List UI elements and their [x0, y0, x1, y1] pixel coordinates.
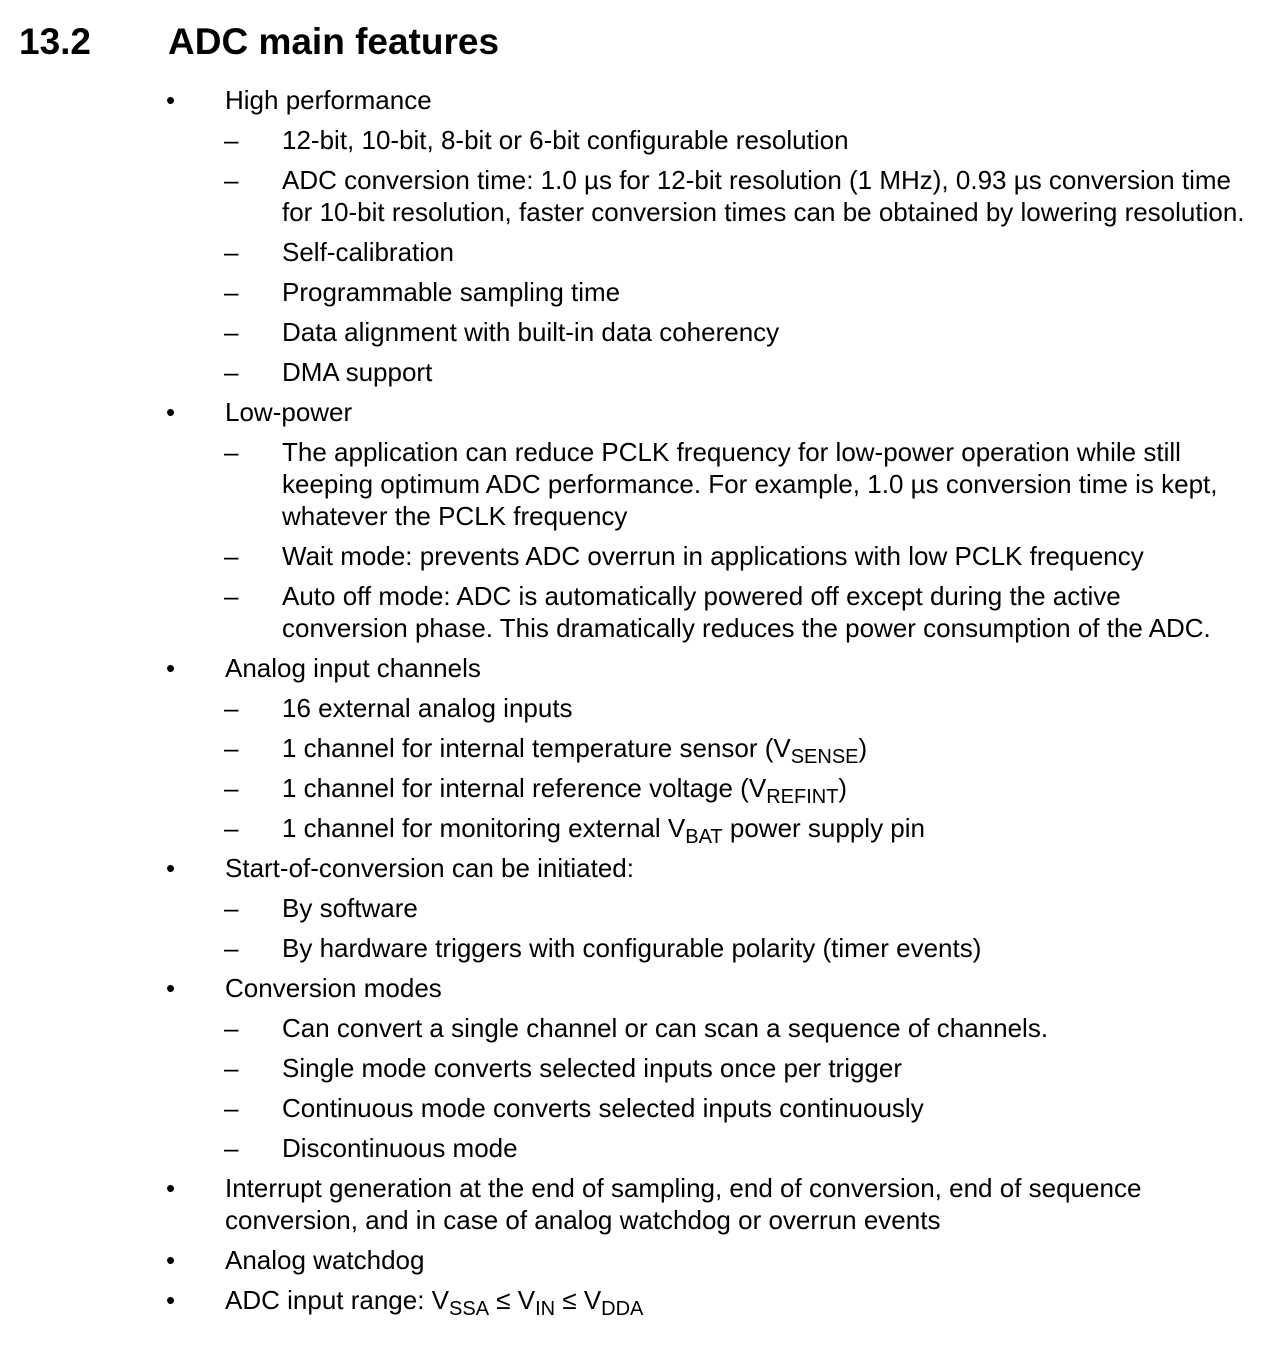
subitem-text-part: 1 channel for monitoring external V [282, 813, 686, 843]
feature-text: Start-of-conversion can be initiated: [225, 853, 634, 883]
subitem-text: Data alignment with built-in data coherency [282, 317, 780, 347]
subitem-list [0, 436, 1270, 644]
subitem-list [0, 124, 1270, 388]
feature-item [0, 1284, 1270, 1320]
dash-icon: – [224, 437, 239, 467]
subitem-text-part: 1 channel for internal temperature sensor (V [282, 733, 791, 763]
subitem-text: DMA support [282, 357, 433, 387]
subitem-text [282, 812, 1247, 848]
subitem-text [282, 772, 1247, 808]
dash-icon: – [224, 1093, 239, 1123]
feature-text: Analog watchdog [225, 1245, 425, 1275]
subitem [0, 932, 1270, 964]
subitem-list [0, 892, 1270, 964]
subscript-text: DDA [601, 1298, 644, 1320]
subitem [0, 236, 1270, 268]
subscript-text: BAT [685, 826, 723, 848]
subitem-text: The application can reduce PCLK frequency for low-power operation while still keeping optimum ADC performance. For example, 1.0 µs conversion time is kept, whatever the PCLK frequency [282, 437, 1218, 531]
feature-item [0, 396, 1270, 644]
subitem-text-part: 1 channel for internal reference voltage (V [282, 773, 767, 803]
subitem [0, 316, 1270, 348]
subitem-text: 16 external analog inputs [282, 693, 573, 723]
dash-icon: – [224, 1013, 239, 1043]
feature-item [0, 852, 1270, 964]
dash-icon: – [224, 733, 239, 763]
dash-icon: – [224, 357, 239, 387]
subitem-text: Programmable sampling time [282, 277, 621, 307]
dash-icon: – [224, 1053, 239, 1083]
subitem-list [0, 1012, 1270, 1164]
bullet-icon: • [166, 397, 176, 427]
dash-icon: – [224, 933, 239, 963]
subscript-text: SSA [449, 1298, 490, 1320]
feature-text: Interrupt generation at the end of sampling, end of conversion, end of sequence conversion, and in case of analog watchdog or overrun events [225, 1173, 1142, 1235]
bullet-icon: • [166, 1245, 176, 1275]
subitem-text: Single mode converts selected inputs once per trigger [282, 1053, 903, 1083]
subitem-list [0, 692, 1270, 848]
feature-item [0, 972, 1270, 1164]
subitem-text: Auto off mode: ADC is automatically powered off except during the active conversion phase. This dramatically reduces the power consumption of the ADC. [282, 581, 1211, 643]
subitem [0, 1092, 1270, 1124]
dash-icon: – [224, 277, 239, 307]
bullet-icon: • [166, 1173, 176, 1203]
feature-text-part: ≤ V [489, 1285, 536, 1315]
dash-icon: – [224, 893, 239, 923]
subscript-text: IN [535, 1298, 556, 1320]
feature-text: Low-power [225, 397, 353, 427]
subitem [0, 892, 1270, 924]
subitem-text: 12-bit, 10-bit, 8-bit or 6-bit configurable resolution [282, 125, 849, 155]
dash-icon: – [224, 541, 239, 571]
feature-item [0, 1172, 1270, 1236]
subitem [0, 1012, 1270, 1044]
subitem-text: Can convert a single channel or can scan a sequence of channels. [282, 1013, 1049, 1043]
feature-item [0, 84, 1270, 388]
dash-icon: – [224, 581, 239, 611]
dash-icon: – [224, 125, 239, 155]
subscript-text: REFINT [766, 786, 839, 808]
subitem-text: Wait mode: prevents ADC overrun in applications with low PCLK frequency [282, 541, 1144, 571]
subitem [0, 812, 1270, 848]
feature-item [0, 1244, 1270, 1276]
feature-text: Conversion modes [225, 973, 442, 1003]
feature-list [0, 84, 1270, 1324]
subitem-text: Discontinuous mode [282, 1133, 518, 1163]
subitem-text-part: ) [838, 773, 848, 803]
dash-icon: – [224, 1133, 239, 1163]
subitem [0, 276, 1270, 308]
dash-icon: – [224, 813, 239, 843]
subitem [0, 580, 1270, 644]
bullet-icon: • [166, 853, 176, 883]
feature-text-part: ADC input range: V [225, 1285, 450, 1315]
feature-text: Analog input channels [225, 653, 481, 683]
dash-icon: – [224, 317, 239, 347]
feature-text-part: ≤ V [555, 1285, 602, 1315]
dash-icon: – [224, 773, 239, 803]
section-title: ADC main features [168, 21, 500, 62]
dash-icon: – [224, 237, 239, 267]
subitem-text [282, 732, 1247, 768]
subitem [0, 164, 1270, 228]
subitem [0, 1132, 1270, 1164]
subitem [0, 540, 1270, 572]
subitem [0, 1052, 1270, 1084]
subitem [0, 772, 1270, 808]
feature-item [0, 652, 1270, 848]
subitem [0, 436, 1270, 532]
subitem-text: By software [282, 893, 418, 923]
subitem-text: By hardware triggers with configurable polarity (timer events) [282, 933, 982, 963]
bullet-icon: • [166, 973, 176, 1003]
subitem [0, 692, 1270, 724]
subitem-text-part: power supply pin [722, 813, 925, 843]
subitem [0, 732, 1270, 768]
subitem [0, 124, 1270, 156]
dash-icon: – [224, 165, 239, 195]
subitem-text: Continuous mode converts selected inputs continuously [282, 1093, 924, 1123]
section-number: 13.2 [19, 21, 92, 62]
bullet-icon: • [166, 85, 176, 115]
feature-text [225, 1284, 1235, 1320]
dash-icon: – [224, 693, 239, 723]
subitem [0, 356, 1270, 388]
subscript-text: SENSE [790, 746, 859, 768]
subitem-text: Self-calibration [282, 237, 454, 267]
bullet-icon: • [166, 1285, 176, 1315]
feature-text: High performance [225, 85, 432, 115]
subitem-text-part: ) [858, 733, 868, 763]
subitem-text: ADC conversion time: 1.0 µs for 12-bit resolution (1 MHz), 0.93 µs conversion time for 10-bit resolution, faster conversion times can be obtained by lowering resolution. [282, 165, 1245, 227]
bullet-icon: • [166, 653, 176, 683]
